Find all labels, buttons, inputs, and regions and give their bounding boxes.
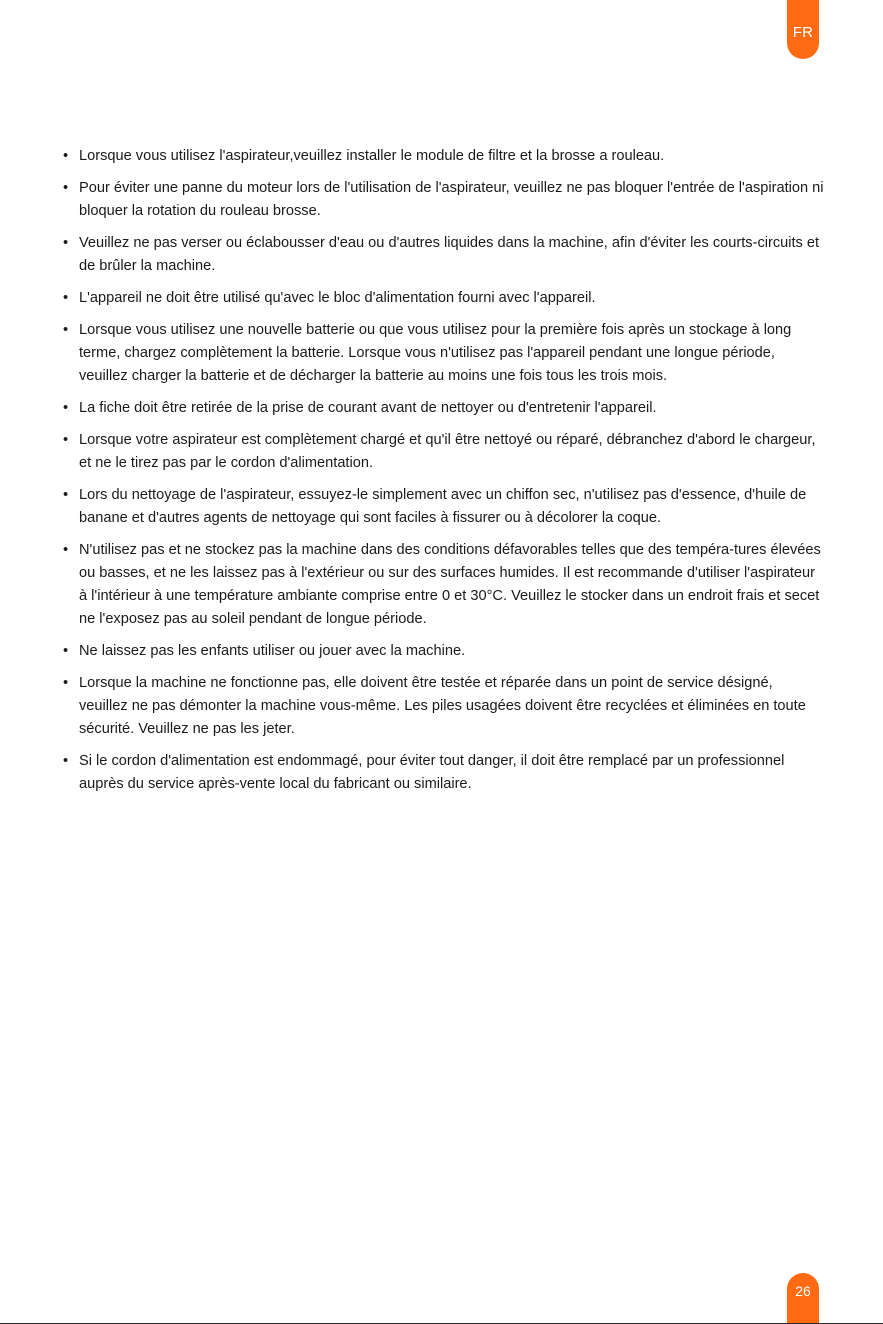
page-number-tab <box>787 1273 819 1324</box>
list-item: • Lorsque votre aspirateur est complètement chargé et qu'il être nettoyé ou réparé, débranchez d'abord le chargeur, et ne le tirez pas par le cordon d'alimentation. <box>62 429 824 475</box>
list-item: • L'appareil ne doit être utilisé qu'avec le bloc d'alimentation fourni avec l'appareil. <box>62 287 824 310</box>
list-item: • Ne laissez pas les enfants utiliser ou jouer avec la machine. <box>62 640 824 663</box>
list-item: • Lors du nettoyage de l'aspirateur, essuyez-le simplement avec un chiffon sec, n'utilisez pas d'essence, d'huile de banane et d'autres agents de nettoyage qui sont faciles à fissurer ou à décolorer la coque. <box>62 484 824 530</box>
safety-notes-list <box>62 145 824 805</box>
list-item: • Lorsque vous utilisez une nouvelle batterie ou que vous utilisez pour la première fois après un stockage à long terme, chargez complètement la batterie. Lorsque vous n'utilisez pas l'appareil pendant une longue période, veuillez charger la batterie et de décharger la batterie au moins une fois tous les trois mois. <box>62 319 824 389</box>
list-item: • Lorsque vous utilisez l'aspirateur,veuillez installer le module de filtre et la brosse a rouleau. <box>62 145 824 168</box>
list-item: • La fiche doit être retirée de la prise de courant avant de nettoyer ou d'entretenir l'appareil. <box>62 397 824 420</box>
list-item: • Veuillez ne pas verser ou éclabousser d'eau ou d'autres liquides dans la machine, afin d'éviter les courts-circuits et de brûler la machine. <box>62 232 824 278</box>
page-number: 26 <box>795 1283 811 1299</box>
list-item: • Lorsque la machine ne fonctionne pas, elle doivent être testée et réparée dans un point de service désigné, veuillez ne pas démonter la machine vous-même. Les piles usagées doivent être recyclées et éliminées en toute sécurité. Veuillez ne pas les jeter. <box>62 672 824 742</box>
list-item: • Si le cordon d'alimentation est endommagé, pour éviter tout danger, il doit être remplacé par un professionnel auprès du service après-vente local du fabricant ou similaire. <box>62 750 824 796</box>
list-item: • Pour éviter une panne du moteur lors de l'utilisation de l'aspirateur, veuillez ne pas bloquer l'entrée de l'aspiration ni bloquer la rotation du rouleau brosse. <box>62 177 824 223</box>
language-tab <box>787 0 819 59</box>
list-item: • N'utilisez pas et ne stockez pas la machine dans des conditions défavorables telles que des tempéra-tures élevées ou basses, et ne les laissez pas à l'extérieur ou sur des surfaces humides. Il est recommande d'utiliser l'aspirateur à l'intérieur à une température ambiante comprise entre 0 et 30°C. Veuillez le stocker dans un endroit frais et secet ne l'exposez pas au soleil pendant de longue période. <box>62 539 824 632</box>
language-tab-label: FR <box>792 24 814 41</box>
